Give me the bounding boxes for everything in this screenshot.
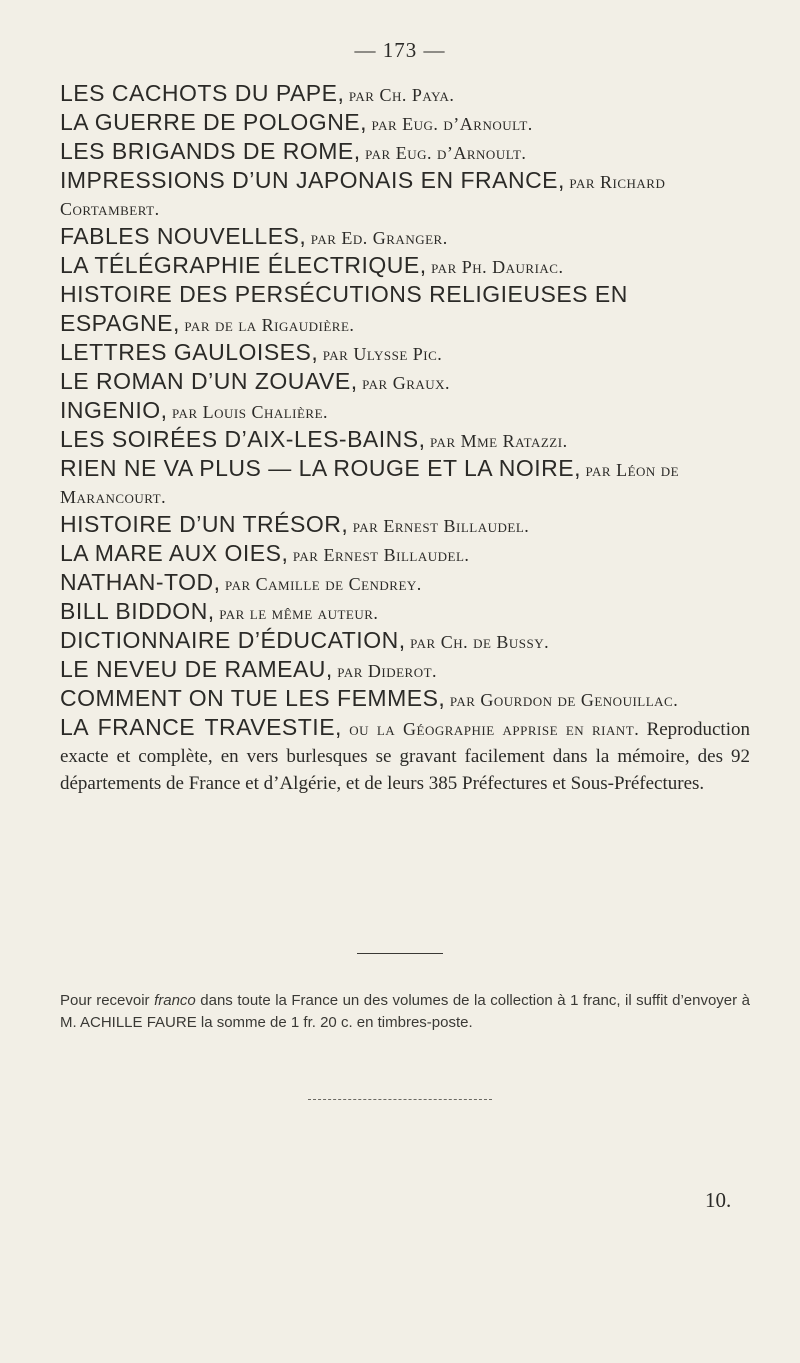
catalogue-entry [60, 138, 750, 167]
entry-author: par Ernest Billaudel. [352, 516, 530, 536]
entry-title: LE NEVEU DE RAMEAU, [60, 656, 333, 682]
entry-title: LE ROMAN D’UN ZOUAVE, [60, 368, 358, 394]
entry-author: par Léon de Marancourt. [60, 460, 680, 507]
entry-title: LA GUERRE DE POLOGNE, [60, 109, 368, 135]
entry-author: par Ph. Dauriac. [431, 257, 564, 277]
catalogue-entry [60, 656, 750, 685]
entry-title: FABLES NOUVELLES, [60, 223, 307, 249]
catalogue-entry [60, 339, 750, 368]
catalogue-entry [60, 627, 750, 656]
entry-title: RIEN NE VA PLUS — LA ROUGE ET LA NOIRE, [60, 455, 581, 481]
entry-title: HISTOIRE DES PERSÉCUTIONS RELIGIEUSES EN ESPAGNE, [60, 281, 628, 336]
entry-author: par Richard Cortambert. [60, 172, 666, 219]
entry-title: LES BRIGANDS DE ROME, [60, 138, 361, 164]
catalogue-entry [60, 685, 750, 714]
catalogue-entry [60, 511, 750, 540]
entry-title: LA TÉLÉGRAPHIE ÉLECTRIQUE, [60, 252, 427, 278]
page-number: — 173 — [354, 38, 446, 62]
catalogue-entry [60, 109, 750, 138]
entry-title: COMMENT ON TUE LES FEMMES, [60, 685, 446, 711]
catalogue-entry [60, 455, 750, 511]
notice-text-before: Pour recevoir [60, 992, 150, 1009]
catalogue-entry [60, 80, 750, 109]
entry-author: par Diderot. [337, 661, 438, 681]
entry-author: par Camille de Cendrey. [225, 574, 422, 594]
divider-rule [357, 953, 443, 954]
divider-rule-dashed [308, 1099, 492, 1100]
entry-author: par Ch. de Bussy. [410, 632, 550, 652]
entry-title: LA MARE AUX OIES, [60, 540, 289, 566]
entry-title: HISTOIRE D’UN TRÉSOR, [60, 511, 349, 537]
catalogue-entry [60, 598, 750, 627]
catalogue-entry [60, 426, 750, 455]
entry-author: par le même auteur. [219, 603, 379, 623]
entry-title: BILL BIDDON, [60, 598, 215, 624]
entry-description: Reproduction exacte et complète, en vers burlesques se gravant facilement dans la mémoire, des 92 départements de France et d’Algérie, et de leurs 385 Préfectures et Sous-Préfectures. [60, 719, 750, 794]
catalogue-entry [60, 223, 750, 252]
entry-author: par Ernest Billaudel. [292, 545, 470, 565]
entry-author: par Ulysse Pic. [322, 344, 443, 364]
entry-author: par Graux. [362, 373, 451, 393]
catalogue-entry [60, 368, 750, 397]
catalogue-entry [60, 569, 750, 598]
entry-title: LETTRES GAULOISES, [60, 339, 319, 365]
entry-author: par Eug. d’Arnoult. [365, 143, 527, 163]
entry-title: INGENIO, [60, 397, 168, 423]
catalogue-list [60, 80, 750, 797]
entry-title: NATHAN-TOD, [60, 569, 221, 595]
printer-signature-mark: 10. [705, 1188, 732, 1212]
entry-author: par de la Rigaudière. [184, 315, 355, 335]
catalogue-entry-final [60, 714, 750, 797]
entry-title: LES SOIRÉES D’AIX-LES-BAINS, [60, 426, 426, 452]
entry-author: par Ch. Paya. [348, 85, 455, 105]
catalogue-entry [60, 540, 750, 569]
catalogue-entry [60, 167, 750, 223]
catalogue-entry [60, 281, 750, 339]
notice-emphasis: franco [154, 992, 196, 1009]
entry-author: par Gourdon de Genouillac. [449, 690, 679, 710]
entry-author: par Ed. Granger. [310, 228, 448, 248]
entry-subtitle: ou la Géographie apprise en riant. [349, 719, 640, 739]
entry-title: IMPRESSIONS D’UN JAPONAIS EN FRANCE, [60, 167, 565, 193]
ordering-notice [60, 990, 750, 1034]
catalogue-entry [60, 252, 750, 281]
notice-text-after: dans toute la France un des volumes de la collection à 1 franc, il suffit d’envoyer à M. ACHILLE FAURE la somme de 1 fr. 20 c. en timbres-poste. [60, 992, 750, 1031]
entry-title: LA FRANCE TRAVESTIE, [60, 714, 342, 740]
entry-author: par Louis Chalière. [172, 402, 329, 422]
entry-title: LES CACHOTS DU PAPE, [60, 80, 345, 106]
entry-author: par Eug. d’Arnoult. [371, 114, 533, 134]
entry-title: DICTIONNAIRE D’ÉDUCATION, [60, 627, 406, 653]
entry-author: par Mme Ratazzi. [430, 431, 568, 451]
catalogue-entry [60, 397, 750, 426]
